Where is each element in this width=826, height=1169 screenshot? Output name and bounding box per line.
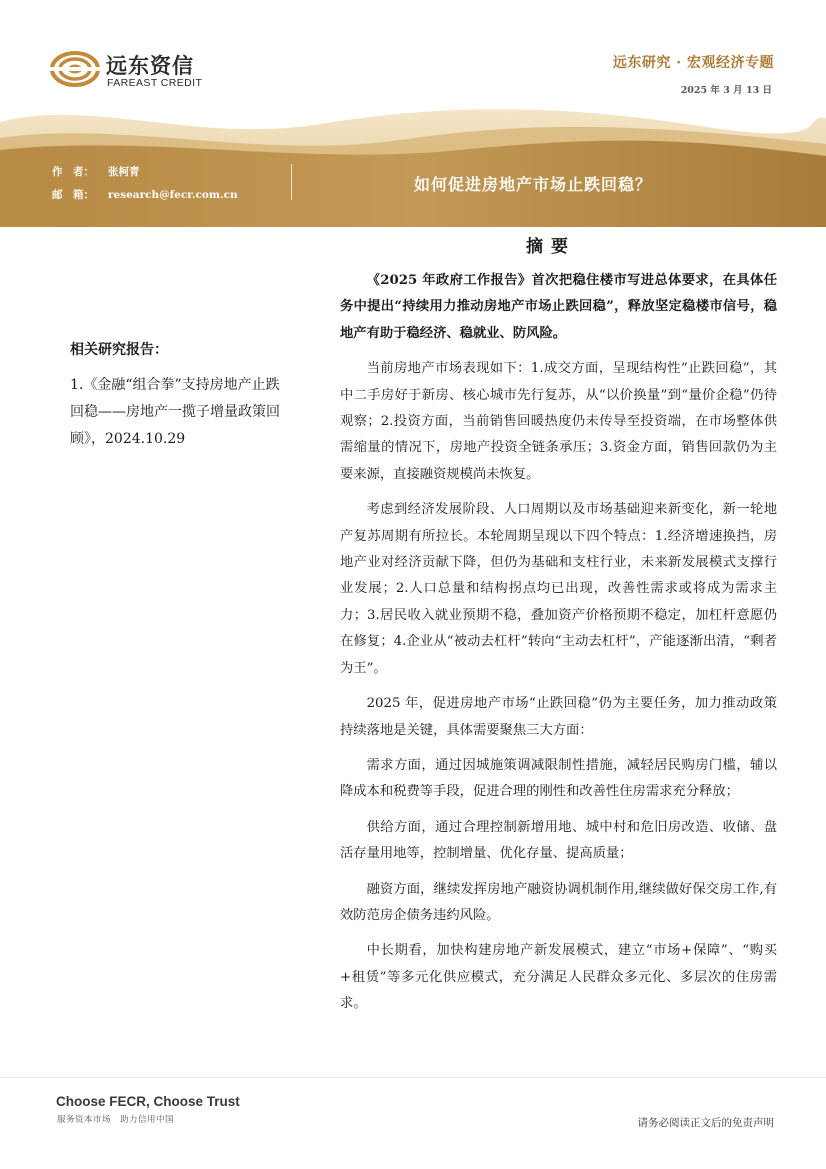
logo-english-name: FAREAST CREDIT [107, 77, 203, 89]
abstract-paragraph: 中长期看，加快构建房地产新发展模式，建立“市场+保障”、“购买+租赁”等多元化供应模式，充分满足人民群众多元化、多层次的住房需求。 [340, 943, 777, 1012]
abstract-paragraph: 考虑到经济发展阶段、人口周期以及市场基础迎来新变化，新一轮地产复苏周期有所拉长。本轮周期呈现以下四个特点：1.经济增速换挡，房地产业对经济贡献下降，但仍为基础和支柱行业，未来新发展模式支撑行业发展；2.人口总量和结构拐点均已出现，改善性需求或将成为需求主力；3.居民收入就业预期不稳，叠加资产价格预期不稳定，加杠杆意愿仍在修复；4.企业从“被动去杠杆”转向“主动去杠杆”，产能逐渐出清，“剩者为王”。 [340, 502, 777, 676]
banner-divider [291, 164, 292, 200]
email-line [52, 187, 238, 202]
report-title: 如何促进房地产市场止跌回稳？ [414, 175, 653, 194]
logo-chinese-name: 远东资信 [106, 54, 194, 78]
abstract-lead-paragraph: 《2025 年政府工作报告》首次把稳住楼市写进总体要求，在具体任务中提出“持续用力推动房地产市场止跌回稳”，释放坚定稳楼市信号，稳地产有助于稳经济、稳就业、防风险。 [340, 273, 777, 341]
report-series: 远东研究 · 宏观经济专题 [612, 55, 774, 71]
abstract-paragraph: 当前房地产市场表现如下：1.成交方面，呈现结构性“止跌回稳”，其中二手房好于新房、核心城市先行复苏，从“以价换量”到“量价企稳”仍待观察；2.投资方面，当前销售回暖热度仍未传导至投资端，在市场整体供需缩量的情况下，房地产投资全链条承压；3.资金方面，销售回款仍为主要来源，直接融资规模尚未恢复。 [340, 361, 777, 482]
email-label: 邮 箱： [52, 189, 94, 201]
footer-slogan: Choose FECR, Choose Trust [56, 1094, 240, 1109]
email-address[interactable]: research@fecr.com.cn [108, 189, 238, 201]
abstract-body [340, 268, 777, 1027]
related-reports-heading: 相关研究报告： [70, 342, 168, 358]
abstract-heading: 摘要 [526, 237, 576, 257]
author-label: 作 者： [52, 166, 94, 178]
footer-slogan-subtitle: 服务资本市场 助力信用中国 [57, 1115, 175, 1125]
related-report-item[interactable]: 1.《金融“组合拳”支持房地产止跌回稳——房地产一揽子增量政策回顾》，2024.10.29 [70, 377, 280, 447]
abstract-paragraph: 2025 年，促进房地产市场“止跌回稳”仍为主要任务，加力推动政策持续落地是关键，具体需要聚焦三大方面： [340, 696, 777, 738]
header-banner [0, 104, 826, 227]
footer-disclaimer: 请务必阅读正文后的免责声明 [637, 1117, 774, 1129]
abstract-paragraph: 供给方面，通过合理控制新增用地、城中村和危旧房改造、收储、盘活存量用地等，控制增量、优化存量、提高质量； [340, 819, 777, 862]
abstract-paragraph: 需求方面，通过因城施策调减限制性措施，减轻居民购房门槛，辅以降成本和税费等手段，促进合理的刚性和改善性住房需求充分释放； [340, 757, 777, 800]
report-date: 2025 年 3 月 13 日 [680, 85, 772, 96]
company-logo [50, 48, 220, 92]
logo-mark-icon [50, 48, 100, 90]
author-line [52, 164, 140, 179]
author-name: 张柯青 [108, 166, 140, 178]
footer-divider [0, 1077, 826, 1078]
abstract-paragraph: 融资方面，继续发挥房地产融资协调机制作用,继续做好保交房工作,有效防范房企债务违约风险。 [340, 881, 777, 923]
